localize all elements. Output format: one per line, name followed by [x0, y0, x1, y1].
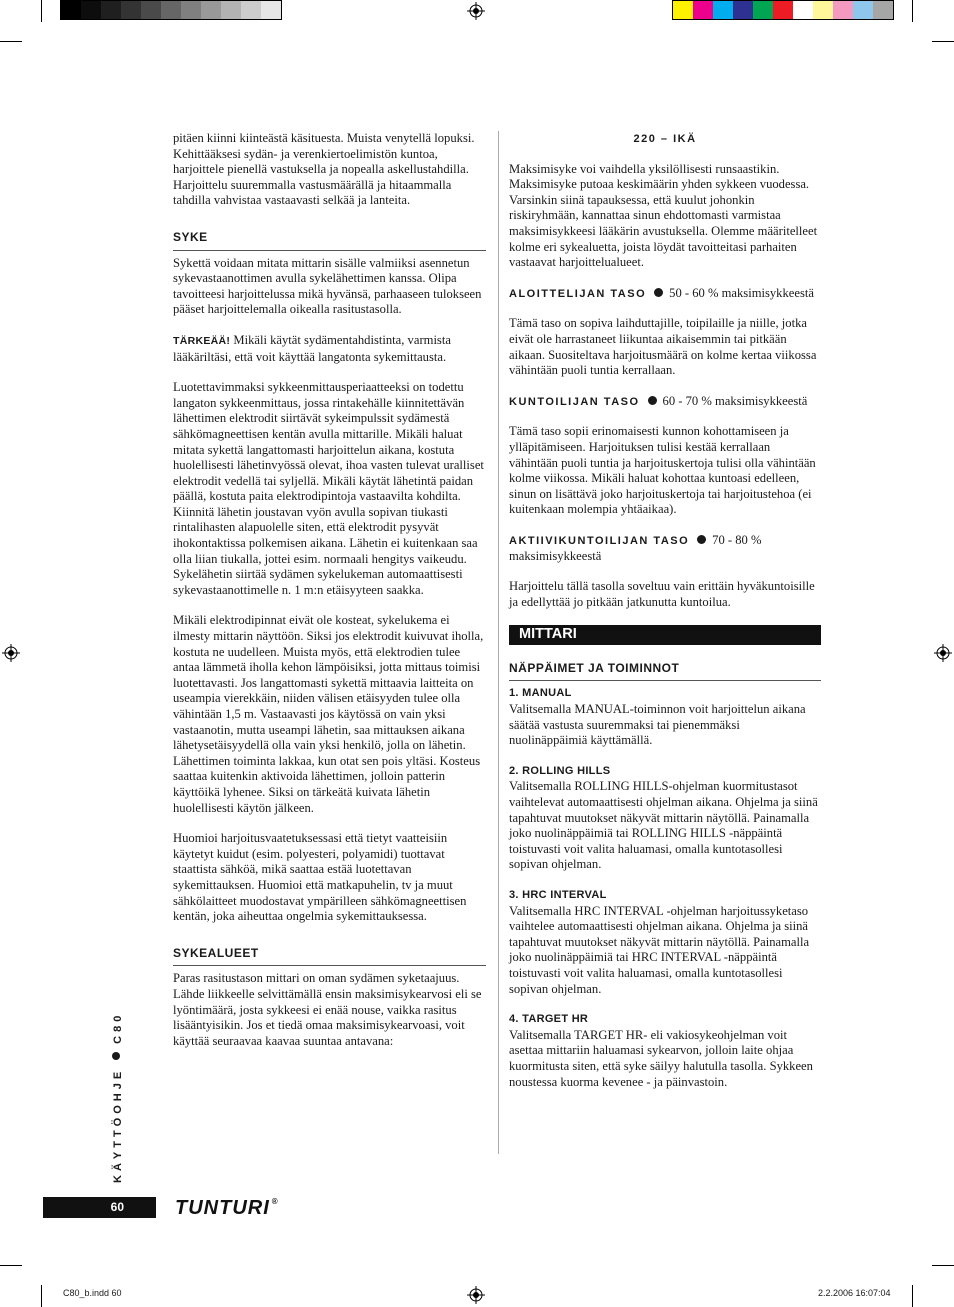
- color-swatch: [61, 1, 81, 19]
- color-swatch: [833, 1, 853, 19]
- registration-mark-icon: [467, 1286, 485, 1304]
- color-swatch: [813, 1, 833, 19]
- intro-paragraph: pitäen kiinni kiinteästä käsituesta. Muista venytellä lopuksi. Kehittääksesi sydän- ja verenkiertoelimistön kuntoa, harjoittele pienellä vastuksella ja nopealla askellustahdilla. Harjoittelu suuremmalla vastusmäärällä ja hitaammalla tahdilla vahvistaa vastaavasti selkää ja lanteita.: [173, 131, 475, 208]
- level-description: Tämä taso on sopiva laihduttajille, toipilaille ja niille, jotka eivät ole harrastaneet liikuntaa aikaisemmin tai pitkään aikaan. Suositeltava harjoitusmäärä on kolme kertaa viikossa vähintään puoli tuntia kerrallaan.: [509, 316, 817, 378]
- color-swatch: [121, 1, 141, 19]
- color-swatch: [81, 1, 101, 19]
- color-swatch: [673, 1, 693, 19]
- color-swatch: [713, 1, 733, 19]
- max-hr-formula: 220 – IKÄ: [633, 133, 697, 145]
- date-slug: 2.2.2006 16:07:04: [818, 1288, 891, 1298]
- color-swatch: [753, 1, 773, 19]
- file-slug: C80_b.indd 60: [63, 1288, 122, 1298]
- function-text: Valitsemalla HRC INTERVAL -ohjelman harjoitussyketaso vaihtelee automaattisesti ohjelman aikana. Ohjelma ja siinä tapahtuvat muutokset näkyvät mittarin näytöllä. Painamalla joko nuolinäppäimiä tai HRC INTERVAL -näppäintä toistuvasti voit valita haluamasi, omalla kuntotasollesi sopivan ohjelman.: [509, 903, 810, 996]
- syke-paragraph: Sykettä voidaan mitata mittarin sisälle valmiiksi asennetun sykevastaanottimen avulla sykelähettimen kanssa. Olipa tavoitteesi harjoittelussa mikä hyvänsä, parhaaseen tulokseen pääset harjoittelemalla oikealla rasitustasolla.: [173, 255, 482, 317]
- crop-mark: [912, 1285, 913, 1307]
- important-label: TÄRKEÄÄ!: [173, 334, 231, 347]
- right-column: [509, 131, 821, 1105]
- function-item: [509, 686, 821, 748]
- level-name: ALOITTELIJAN TASO: [509, 287, 647, 300]
- level-name: KUNTOILIJAN TASO: [509, 395, 640, 408]
- section-bar-mittari: MITTARI: [509, 625, 821, 645]
- function-title: 3. HRC INTERVAL: [509, 888, 607, 901]
- color-swatch: [221, 1, 241, 19]
- function-text: Valitsemalla ROLLING HILLS-ohjelman kuormitustasot vaihtelevat automaattisesti ohjelman aikana. Ohjelma ja siinä tapahtuvat muutokset näkyvät mittarin näytöllä. Painamalla joko nuolinäppäimiä tai ROLLING HILLS -näppäintä toistuvasti voit valita haluamasi, omalla kuntotasollesi sopivan ohjelman.: [509, 779, 818, 872]
- important-note: [173, 333, 486, 365]
- color-swatch: [693, 1, 713, 19]
- max-hr-paragraph: Maksimisyke voi vaihdella yksilöllisesti runsaastikin. Maksimisyke putoaa keskimäärin yhden sykkeen vuodessa. Varsinkin siinä tapauksessa, että kuulut johonkin riskiryhmään, kannattaa sinun ehdottomasti varmistaa maksimisykkeesi lääkärin avustuksella. Olemme määritelleet kolme eri sykealuetta, joista löydät tavoitteitasi parhaiten vastaavat harjoittelualueet.: [509, 161, 818, 270]
- side-running-head: [112, 1012, 124, 1183]
- color-swatch: [181, 1, 201, 19]
- syke-paragraph: Mikäli elektrodipinnat eivät ole kosteat, sykelukema ei ilmesty mittarin näyttöön. Siksi jos elektrodit kuivuvat iholla, kostuta ne uudelleen. Muista myös, että elektrodien tulee antaa lämmetä iholla kehon lämpöisiksi, jotta mittaus toimisi luotettavasti. Jos langattomasti sykettä mittaavia laitteita on useampia vierekkäin, niiden välisen etäisyyden tulee olla vähintään 1,5 m. Vastaavasti jos käytössä on vain yksi vastaanotin, mutta useampi lähetin, saa mittauksen aikana lähetysetäisyydellä olla vain yksi henkilö, jolla on lähetin. Lähettimen toiminta lakkaa, kun otat sen pois yltäsi. Kosteus saattaa kuitenkin aktivoida lähettimen, jolloin patterin käyttöikä lyhenee. Siksi on tärkeätä kuivata lähetin huolellisesti käytön jälkeen.: [173, 613, 484, 815]
- manual-label: KÄYTTÖOHJE: [112, 1067, 124, 1183]
- color-swatch: [793, 1, 813, 19]
- bullet-icon: [654, 288, 663, 297]
- bullet-icon: [112, 1052, 120, 1060]
- level-value: 70 - 80 % maksimisykkeestä: [509, 532, 762, 564]
- function-item: [509, 764, 821, 873]
- syke-paragraph: Huomioi harjoitusvaatetuksessasi että tietyt vaatteisiin käytetyt kuidut (esim. polyesteri, polyamidi) tuottavat staattista sähköä, mikä saattaa estää luotettavan sykemittauksen. Huomioi että matkapuhelin, tv ja muut sähkölaitteet muodostavat ympärilleen sähkömagneettisen kentän, joka aiheuttaa ongelmia sykemittauksessa.: [173, 831, 467, 924]
- registered-mark: ®: [271, 1197, 279, 1206]
- important-text: Mikäli käytät sydämentahdistinta, varmista lääkäriltäsi, että voit käyttää langatonta sykemittausta.: [173, 332, 451, 364]
- level-value: 50 - 60 % maksimisykkeestä: [669, 285, 814, 300]
- section-heading-sykealueet: SYKEALUEET: [173, 940, 486, 967]
- level-description: Tämä taso sopii erinomaisesti kunnon kohottamiseen ja ylläpitämiseen. Harjoituksen tulisi kestää kerrallaan vähintään puoli tuntia ja harjoituskertoja tulisi olla vähintään kolme viikossa. Mikäli haluat kohottaa kuntoasi edelleen, sinun on lisättävä joko harjoituskertoja tai harjoitustehoa (ei kuitenkaan molempia yhtäaikaa).: [509, 424, 816, 517]
- function-title: 2. ROLLING HILLS: [509, 764, 611, 777]
- crop-mark: [41, 0, 42, 22]
- function-text: Valitsemalla TARGET HR- eli vakiosykeohjelman voit asettaa mittariin haluamasi sykearvon, jolloin laite ohjaa kuormitusta siten, että syke säilyy halutulla tasolla. Sykkeen noustessa kuorma kevenee - ja päinvastoin.: [509, 1027, 813, 1089]
- sykealueet-paragraph: Paras rasitustason mittari on oman sydämen syketaajuus. Lähde liikkeelle selvittämällä ensin maksimisykearvosi eli se lyöntimäärä, josta sykkeesi ei enää nouse, vaikka rasitus lisääntyisikin. Jos et tiedä omaa maksimisykearvoasi, voit käyttää seuraavaa kaavaa suuntaa antavana:: [173, 971, 482, 1048]
- function-title: 4. TARGET HR: [509, 1013, 589, 1026]
- color-swatch: [733, 1, 753, 19]
- level-active: [509, 533, 821, 565]
- function-text: Valitsemalla MANUAL-toiminnon voit harjoittelun aikana säätää vastusta suuremmaksi tai pienemmäksi nuolinäppäimiä käyttämällä.: [509, 702, 806, 748]
- color-swatch: [241, 1, 261, 19]
- section-heading-syke: SYKE: [173, 224, 486, 251]
- registration-mark-icon: [934, 644, 952, 662]
- function-item: [509, 1012, 821, 1090]
- color-swatch: [161, 1, 181, 19]
- crop-mark: [932, 1265, 954, 1266]
- registration-mark-icon: [467, 2, 485, 20]
- syke-paragraph: Luotettavimmaksi sykkeenmittausperiaatteeksi on todettu langaton sykkeenmittaus, jossa rintakehälle kiinnitettävän lähettimen elektrodit siirtävät sykeimpulssit sydämestä sähkömagneettisen kentän avulla mittarille. Mikäli haluat mitata sykettä langattomasti harjoittelun aikana, kostuta huolellisesti lähetinvyössä olevat, ihoa vasten tulevat uralliset elektrodit vedellä tai syljellä. Mikäli käytät lähetintä paidan päällä, kostuta paita elektrodipintoja vastaavilta kohdilta. Kiinnitä lähetin joustavan vyön avulla sopivan tiukasti rintalihasten alapuolelle siten, että elektrodit pysyvät ihokontaktissa polkemisen aikana. Lähetin ei kuitenkaan saa olla liian tiukalla, jottei esim. normaali hengitys vaikeudu. Sykelähetin siirtää sydämen sykelukeman automaattisesti sykevastaanottimelle n. 1 m:n etäisyyteen saakka.: [173, 380, 484, 597]
- model-label: C80: [112, 1011, 124, 1044]
- color-swatch: [261, 1, 281, 19]
- crop-mark: [932, 41, 954, 42]
- color-swatch: [853, 1, 873, 19]
- level-fitness: [509, 394, 821, 411]
- color-swatch: [101, 1, 121, 19]
- gray-calibration-strip: [60, 0, 282, 20]
- left-column: [173, 131, 486, 1064]
- color-calibration-strip: [672, 0, 894, 20]
- function-title: 1. MANUAL: [509, 687, 572, 700]
- column-divider: [498, 131, 499, 1154]
- logo-text: TUNTURI: [175, 1197, 270, 1219]
- color-swatch: [201, 1, 221, 19]
- crop-mark: [0, 41, 22, 42]
- registration-mark-icon: [2, 644, 20, 662]
- color-swatch: [141, 1, 161, 19]
- section-heading-nappaimet: NÄPPÄIMET JA TOIMINNOT: [509, 655, 821, 682]
- color-swatch: [773, 1, 793, 19]
- level-value: 60 - 70 % maksimisykkeestä: [662, 393, 808, 408]
- function-item: [509, 888, 821, 997]
- crop-mark: [0, 1265, 22, 1266]
- level-beginner: [509, 286, 821, 303]
- level-description: Harjoittelu tällä tasolla soveltuu vain erittäin hyväkuntoisille ja edellyttää jo pitkään jatkunutta kuntoilua.: [509, 579, 815, 609]
- bullet-icon: [648, 396, 657, 405]
- color-swatch: [873, 1, 893, 19]
- level-name: AKTIIVIKUNTOILIJAN TASO: [509, 534, 690, 547]
- crop-mark: [912, 0, 913, 22]
- tunturi-logo: [175, 1197, 279, 1220]
- crop-mark: [41, 1285, 42, 1307]
- page-number: 60: [43, 1197, 156, 1218]
- bullet-icon: [697, 535, 706, 544]
